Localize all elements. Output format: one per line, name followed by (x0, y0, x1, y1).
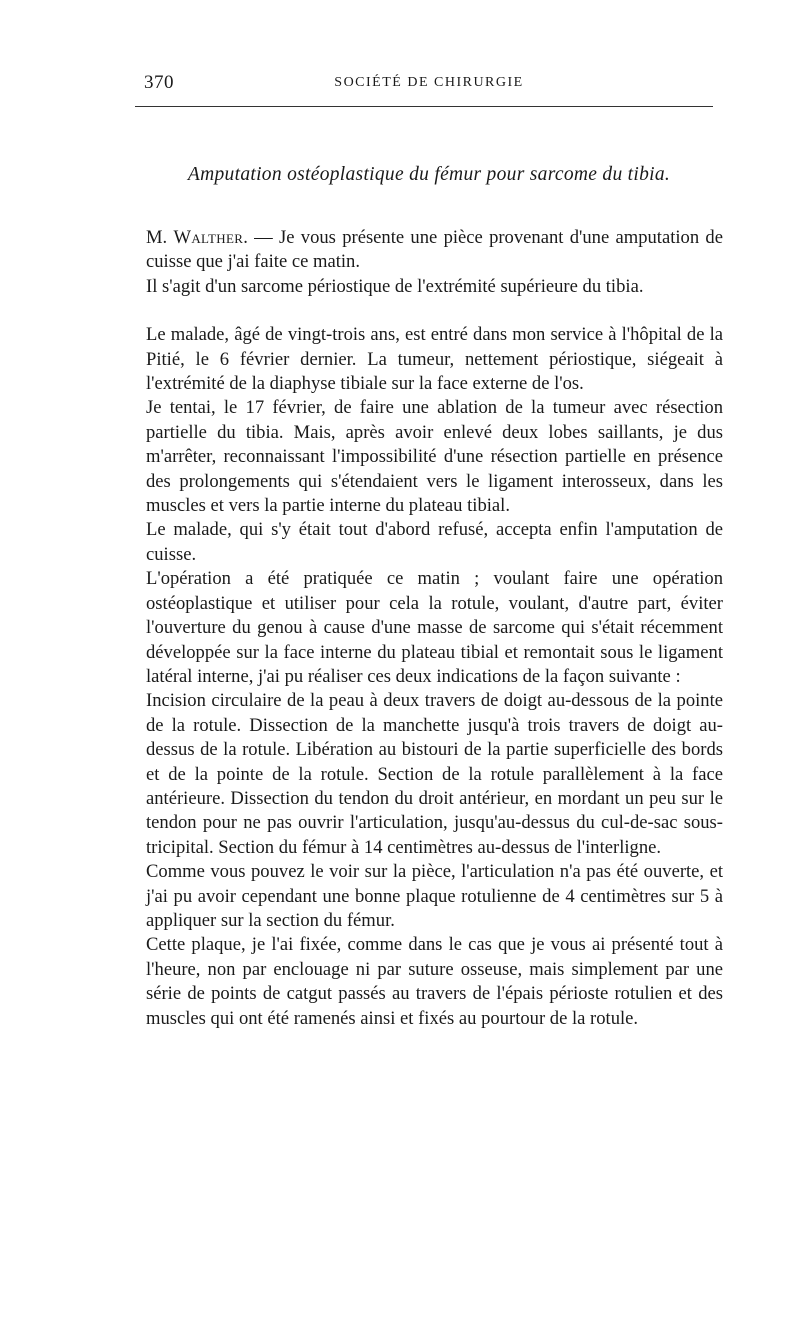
paragraph: Comme vous pouvez le voir sur la pièce, l'articulation n'a pas été ouverte, et j'ai pu avoir cependant une bonne plaque rotulienne de 4 centimètres sur 5 à appliquer sur la section du fémur. (146, 861, 723, 931)
section-title: Amputation ostéoplastique du fémur pour sarcome du tibia. (187, 164, 671, 185)
running-head (144, 72, 714, 98)
paragraph: Cette plaque, je l'ai fixée, comme dans le cas que je vous ai présenté tout à l'heure, non par enclouage ni par suture osseuse, mais simplement par une série de points de catgut passés au travers de l'épais périoste rotulien et des muscles qui ont été ramenés ainsi et fixés au pourtour de la rotule. (146, 934, 723, 1029)
paragraph: Le malade, qui s'y était tout d'abord refusé, accepta enfin l'amputation de cuisse. (146, 519, 723, 565)
paragraph: L'opération a été pratiquée ce matin ; voulant faire une opération ostéoplastique et utiliser pour cela la rotule, voulant, d'autre part, éviter l'ouverture du genou à cause d'une masse de sarcome qui s'était récemment développée sur la face interne du plateau tibial et remontait sous le ligament latéral interne, j'ai pu réaliser ces deux indications de la façon suivante : (146, 568, 723, 687)
speaker-dash: . — (243, 227, 280, 248)
paragraph: Le malade, âgé de vingt-trois ans, est entré dans mon service à l'hôpital de la Pitié, le 6 février dernier. La tumeur, nettement périostique, siégeait à l'extrémité de la diaphyse tibiale sur la face externe de l'os. (146, 324, 723, 395)
paragraph: Je tentai, le 17 février, de faire une ablation de la tumeur avec résection partielle du tibia. Mais, après avoir enlevé deux lobes saillants, je dus m'arrêter, reconnaissant l'impossibilité d'une résection partielle en présence des prolongements qui s'étendaient vers le ligament interosseux, dans les muscles et vers la partie interne du plateau tibial. (146, 397, 723, 517)
speaker-prefix: M. (146, 227, 174, 248)
header-rule (135, 106, 713, 107)
paragraph-text: Je vous présente une pièce provenant d'une amputation de cuisse que j'ai faite ce matin. (146, 227, 723, 273)
speaker-name: Walther (173, 227, 244, 248)
paragraph (146, 226, 723, 275)
page-number: 370 (144, 72, 174, 93)
journal-title: SOCIÉTÉ DE CHIRURGIE (334, 75, 524, 90)
paragraph: Il s'agit d'un sarcome périostique de l'extrémité supérieure du tibia. (146, 275, 644, 297)
paragraph: Incision circulaire de la peau à deux travers de doigt au-dessous de la pointe de la rotule. Dissection de la manchette jusqu'à trois travers de doigt au-dessus de la rotule. Libération au bistouri de la partie superficielle des bords et de la pointe de la rotule. Section de la rotule parallèlement à la face antérieure. Dissection du tendon du droit antérieur, en mordant un peu sur le tendon pour ne pas ouvrir l'articulation, jusqu'au-dessus du cul-de-sac sous-tricipital. Section du fémur à 14 centimètres au-dessus de l'interligne. (146, 690, 723, 858)
body-text (146, 226, 723, 1031)
